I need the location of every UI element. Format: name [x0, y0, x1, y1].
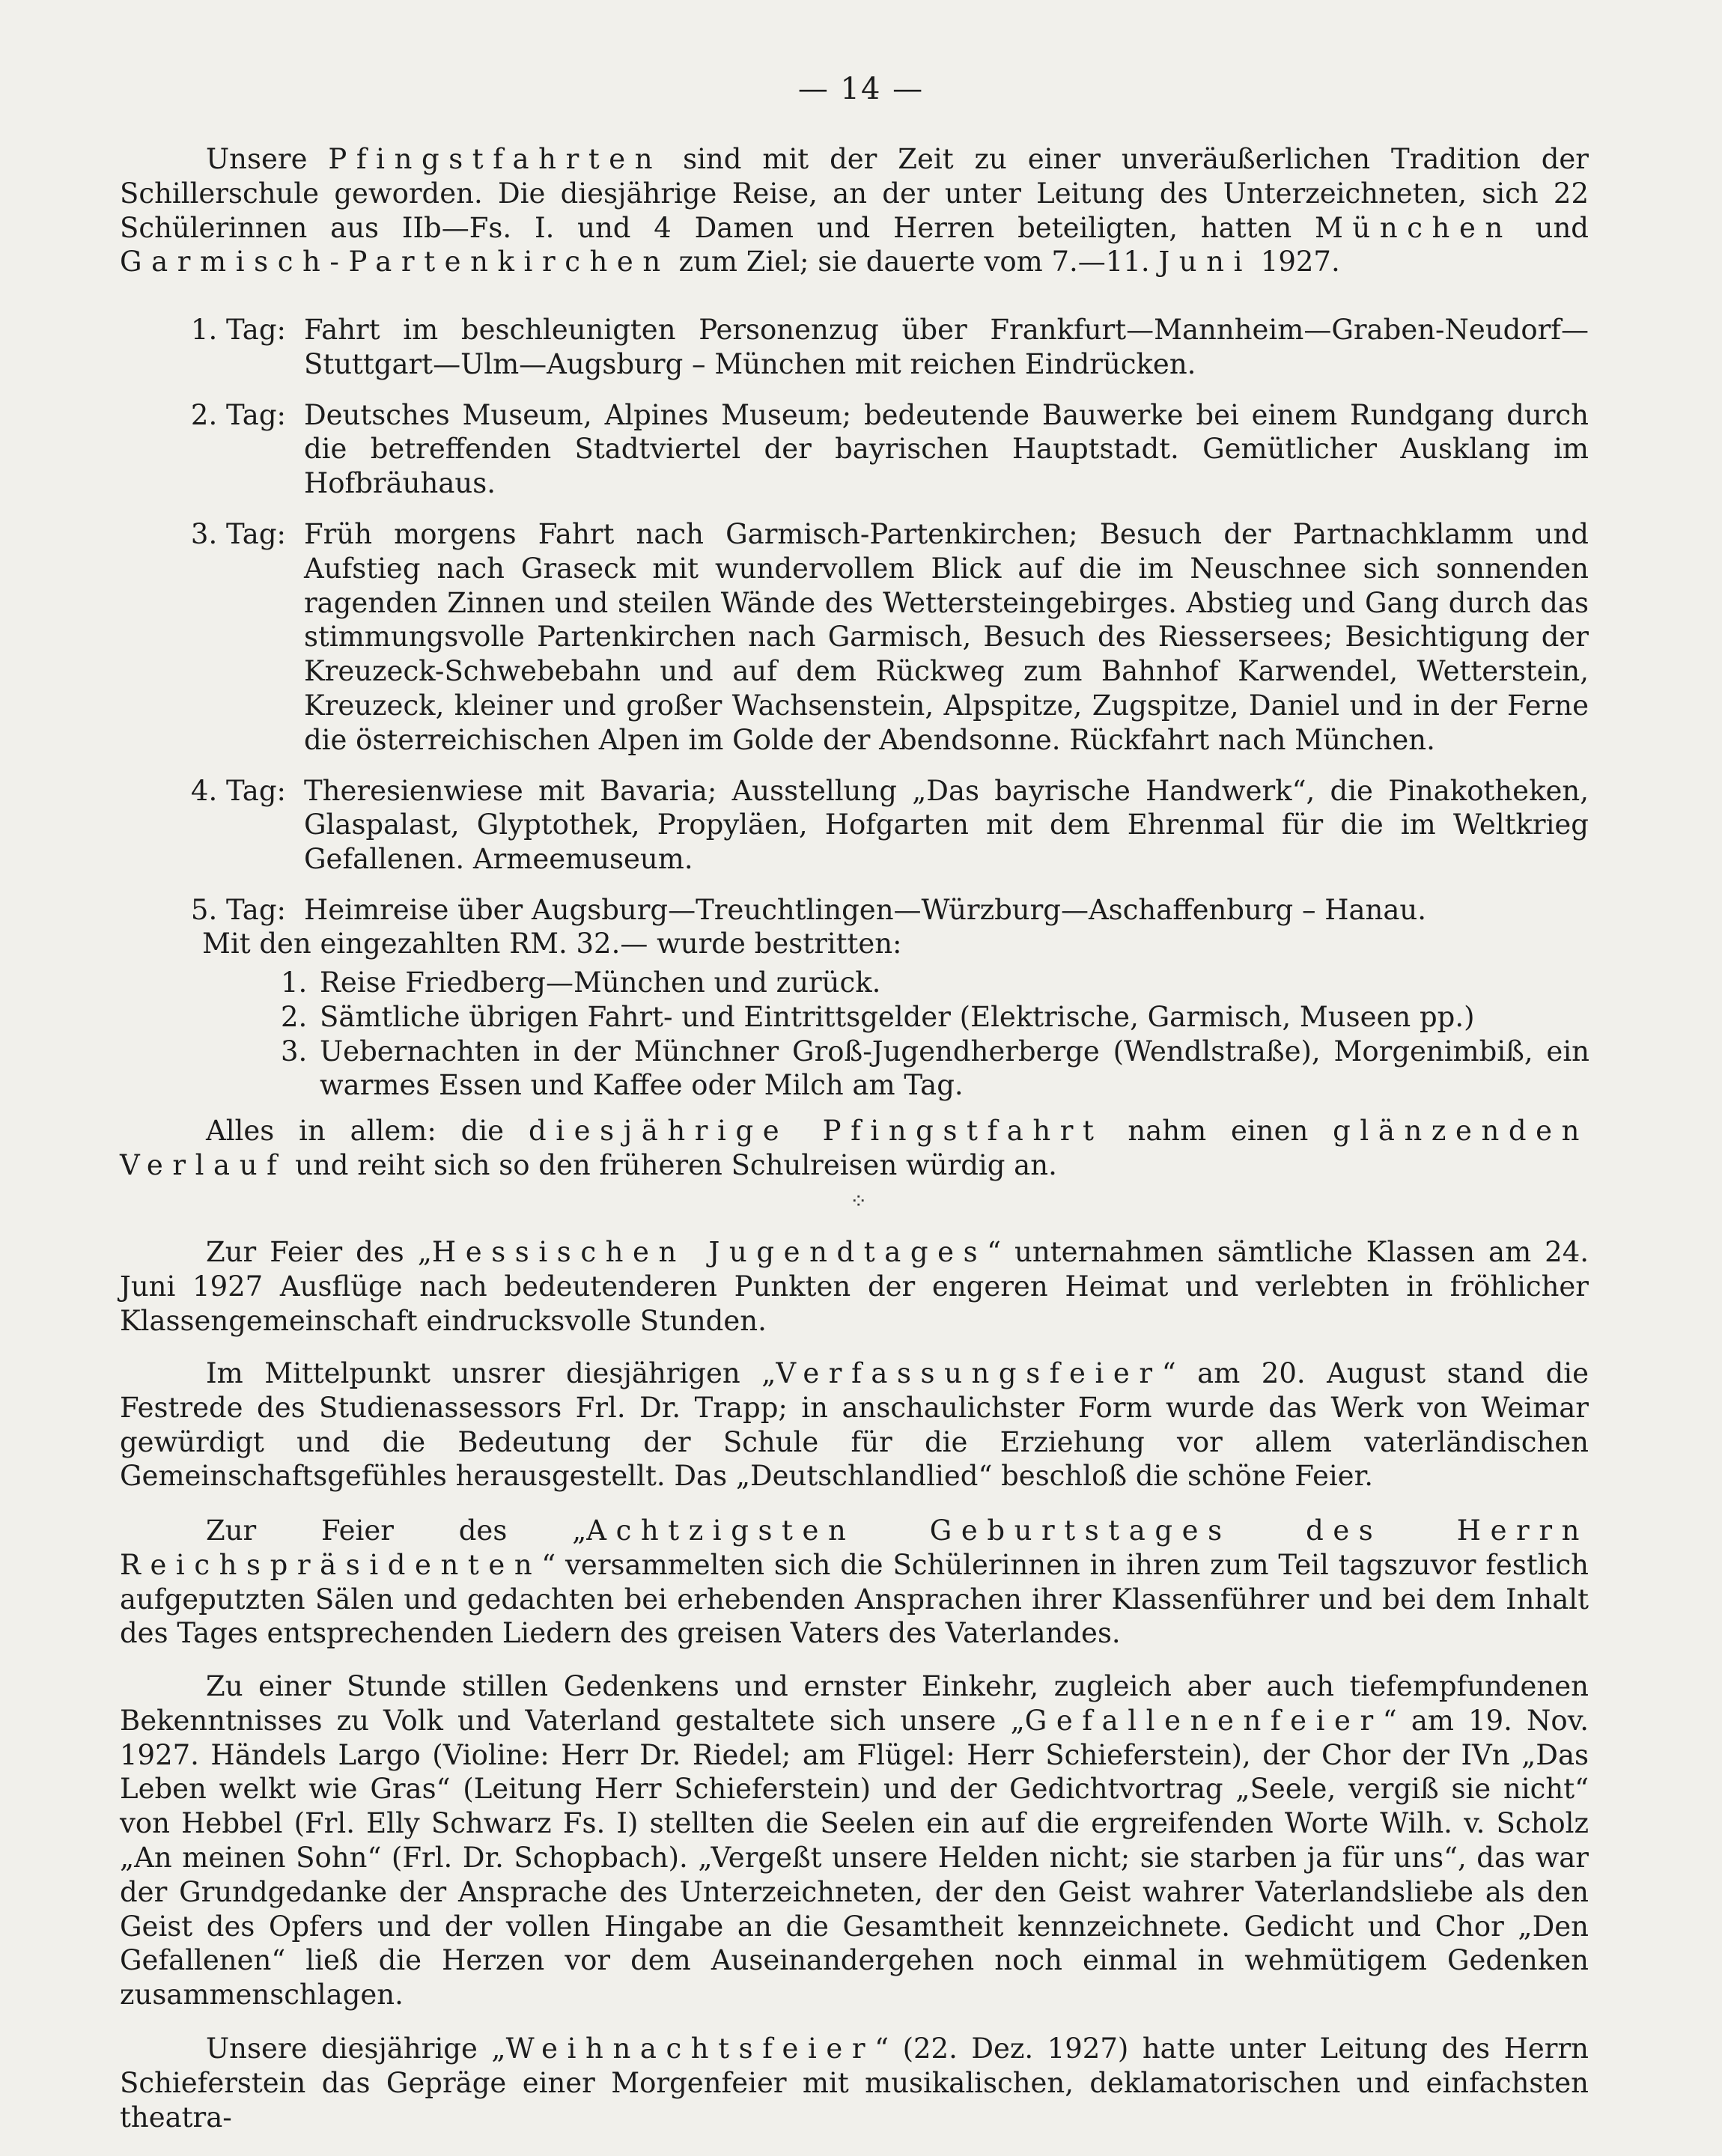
day-label: 4. Tag: — [190, 774, 286, 807]
cost-item-2 — [281, 1000, 1589, 1035]
itinerary-day-3 — [120, 517, 1589, 758]
day-label: 1. Tag: — [190, 314, 286, 346]
cost-text: Uebernachten in der Münchner Groß-Jugendherberge (Wendlstraße), Morgenimbiß, ein warmes Essen und Kaffee oder Milch am Tag. — [320, 1035, 1589, 1102]
itinerary-day-2 — [120, 398, 1589, 501]
costs-intro: Mit den eingezahlten RM. 32.— wurde bestritten: — [202, 928, 902, 960]
day-label: 3. Tag: — [190, 517, 286, 550]
cost-item-3 — [281, 1035, 1589, 1103]
summary-paragraph: Alles in allem: die diesjährige Pfingstfahrt nahm einen glänzenden Verlauf und reiht sich so den früheren Schulreisen würdig an. — [120, 1115, 1589, 1181]
cost-item-1 — [281, 966, 1589, 1000]
day-text: Theresienwiese mit Bavaria; Ausstellung „Das bayrische Handwerk“, die Pinakotheken, Glaspalast, Glyptothek, Propyläen, Hofgarten mit dem Ehrenmal für die im Weltkrieg Gefallenen. Armeemuseum. — [304, 774, 1589, 876]
geburtstag-paragraph: Zur Feier des „Achtzigsten Geburtstages des Herrn Reichspräsidenten“ versammelten sich die Schülerinnen in ihren zum Teil tagszuvor festlich aufgeputzten Sälen und gedachten bei erhebenden Ansprachen ihrer Klassenführer und bei dem Inhalt des Tages entsprechenden Liedern des greisen Vaters des Vaterlandes. — [120, 1514, 1589, 1650]
itinerary-day-5 — [120, 893, 1589, 928]
day-label: 2. Tag: — [190, 398, 286, 431]
itinerary-day-4 — [120, 774, 1589, 877]
day-text: Heimreise über Augsburg—Treuchtlingen—Würzburg—Aschaffenburg – Hanau. — [304, 893, 1427, 926]
day-text: Früh morgens Fahrt nach Garmisch-Partenkirchen; Besuch der Partnachklamm und Aufstieg nach Graseck mit wundervollem Blick auf die im Neuschnee sich sonnenden ragenden Zinnen und steilen Wände des Wettersteingebirges. Abstieg und Gang durch das stimmungsvolle Partenkirchen nach Garmisch, Besuch des Riessersees; Besichtigung der Kreuzeck-Schwebebahn und auf dem Rückweg zum Bahnhof Karwendel, Wetterstein, Kreuzeck, kleiner und großer Wachsenstein, Alpspitze, Zugspitze, Daniel und in der Ferne die österreichischen Alpen im Golde der Abendsonne. Rückfahrt nach München. — [304, 517, 1589, 756]
section-ornament: ⁘ — [850, 1189, 868, 1213]
cost-text: Sämtliche übrigen Fahrt- und Eintrittsgelder (Elektrische, Garmisch, Museen pp.) — [320, 1000, 1475, 1033]
costs-list — [281, 966, 1589, 1103]
weihnachtsfeier-paragraph: Unsere diesjährige „Weihnachtsfeier“ (22. Dez. 1927) hatte unter Leitung des Herrn Schieferstein das Gepräge einer Morgenfeier mit musikalischen, deklamatorischen und einfachsten theatra- — [120, 2032, 1589, 2134]
cost-number: 3. — [281, 1035, 308, 1068]
gefallenenfeier-paragraph: Zu einer Stunde stillen Gedenkens und ernster Einkehr, zugleich aber auch tiefempfundenen Bekenntnisses zu Volk und Vaterland gestaltete sich unsere „Gefallenenfeier“ am 19. Nov. 1927. Händels Largo (Violine: Herr Dr. Riedel; am Flügel: Herr Schieferstein), der Chor der IVn „Das Leben welkt wie Gras“ (Leitung Herr Schieferstein) und der Gedichtvortrag „Seele, vergiß sie nicht“ von Hebbel (Frl. Elly Schwarz Fs. I) stellten die Seelen ein auf die ergreifenden Worte Wilh. v. Scholz „An meinen Sohn“ (Frl. Dr. Schopbach). „Vergeßt unsere Helden nicht; sie starben ja für uns“, das war der Grundgedanke der Ansprache des Unterzeichneten, der den Geist wahrer Vaterlandsliebe als den Geist des Opfers und der vollen Hingabe an die Gesamtheit kennzeichnete. Gedicht und Chor „Den Gefallenen“ ließ die Herzen vor dem Auseinandergehen noch einmal in wehmütigem Gedenken zusammenschlagen. — [120, 1670, 1589, 2012]
page-number: — 14 — — [797, 72, 925, 106]
cost-text: Reise Friedberg—München und zurück. — [320, 966, 881, 999]
verfassungsfeier-paragraph: Im Mittelpunkt unsrer diesjährigen „Verfassungsfeier“ am 20. August stand die Festrede des Studienassessors Frl. Dr. Trapp; in anschaulichster Form wurde das Werk von Weimar gewürdigt und die Bedeutung der Schule für die Erziehung vor allem vaterländischen Gemeinschaftsgefühles herausgestellt. Das „Deutschlandlied“ beschloß die schöne Feier. — [120, 1357, 1589, 1493]
pfingstfahrt-intro-paragraph: Unsere Pfingstfahrten sind mit der Zeit zu einer unveräußerlichen Tradition der Schillerschule geworden. Die diesjährige Reise, an der unter Leitung des Unterzeichneten, sich 22 Schülerinnen aus IIb—Fs. I. und 4 Damen und Herren beteiligten, hatten München und Garmisch-Partenkirchen zum Ziel; sie dauerte vom 7.—11. Juni 1927. — [120, 143, 1589, 278]
itinerary-day-1 — [120, 313, 1589, 382]
cost-number: 2. — [281, 1000, 308, 1033]
jugendtag-paragraph: Zur Feier des „Hessischen Jugendtages“ unternahmen sämtliche Klassen am 24. Juni 1927 Ausflüge nach bedeutenderen Punkten der engeren Heimat und verlebten in fröhlicher Klassengemeinschaft eindrucksvolle Stunden. — [120, 1236, 1589, 1337]
day-label: 5. Tag: — [190, 893, 286, 926]
cost-number: 1. — [281, 966, 308, 999]
day-text: Fahrt im beschleunigten Personenzug über Frankfurt—Mannheim—Graben-Neudorf—Stuttgart—Ulm—Augsburg – München mit reichen Eindrücken. — [304, 314, 1589, 380]
itinerary-list — [120, 313, 1589, 944]
day-text: Deutsches Museum, Alpines Museum; bedeutende Bauwerke bei einem Rundgang durch die betreffenden Stadtviertel der bayrischen Hauptstadt. Gemütlicher Ausklang im Hofbräuhaus. — [304, 398, 1589, 500]
